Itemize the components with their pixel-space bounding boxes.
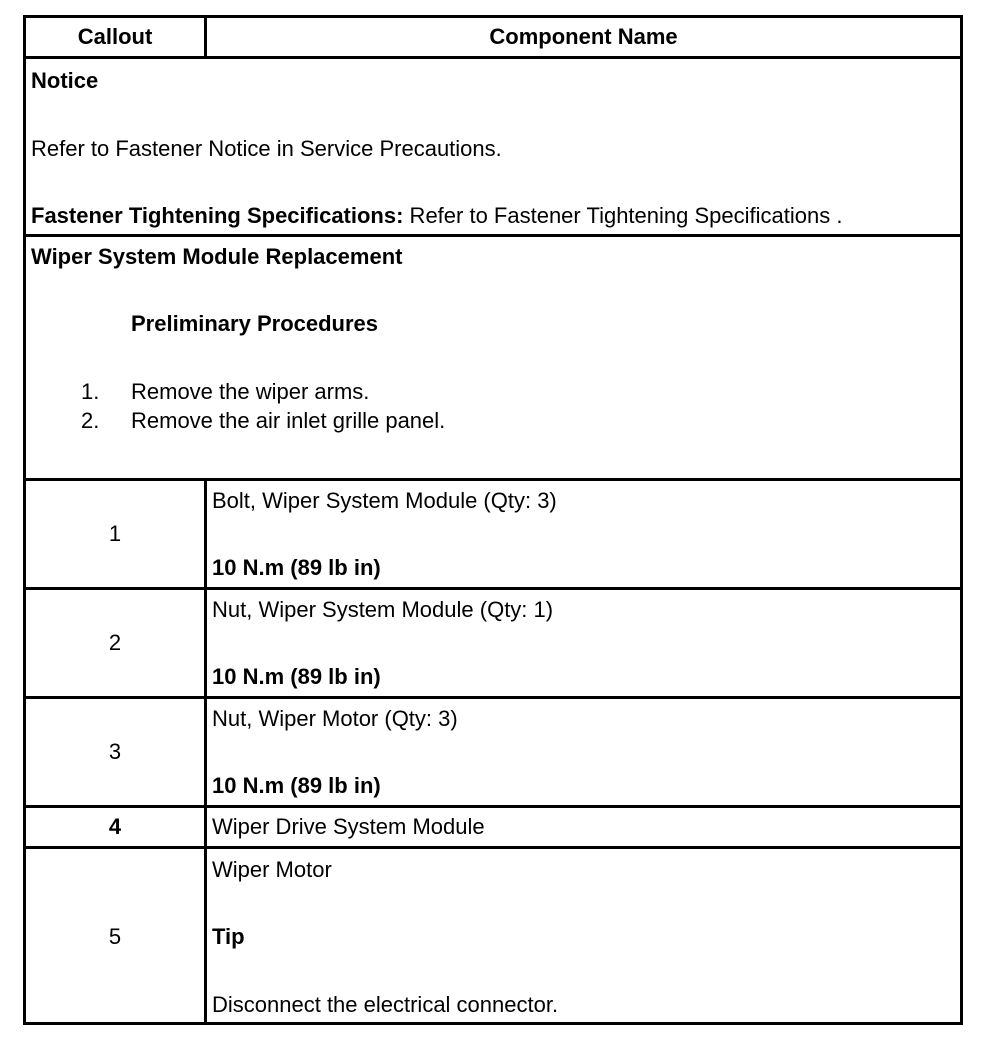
notice-title: Notice (31, 68, 99, 93)
component-column-header: Component Name (489, 24, 678, 49)
torque-spec: 10 N.m (89 lb in) (212, 773, 381, 798)
column-divider (204, 808, 207, 846)
fastener-spec-text: Refer to Fastener Tightening Specifications . (403, 203, 843, 228)
callout-number: 1 (108, 521, 122, 546)
step-text: Remove the wiper arms. (131, 379, 370, 404)
fastener-spec-label: Fastener Tightening Specifications: (31, 203, 404, 228)
component-name: Nut, Wiper Motor (Qty: 3) (212, 706, 458, 731)
component-table (23, 15, 963, 1025)
callout-number: 5 (108, 924, 122, 949)
component-name: Wiper Drive System Module (212, 814, 485, 839)
callout-column-header: Callout (77, 24, 153, 49)
table-row (23, 805, 963, 849)
procedure-subtitle: Preliminary Procedures (131, 311, 379, 336)
procedure-title: Wiper System Module Replacement (31, 244, 403, 269)
column-divider (204, 481, 207, 587)
callout-number: 4 (108, 814, 122, 839)
table-row (23, 587, 963, 699)
table-header-row (23, 15, 963, 59)
table-row (23, 478, 963, 590)
component-name: Wiper Motor (212, 857, 332, 882)
tip-text: Disconnect the electrical connector. (212, 992, 559, 1017)
step-text: Remove the air inlet grille panel. (131, 408, 446, 433)
component-name: Nut, Wiper System Module (Qty: 1) (212, 597, 554, 622)
torque-spec: 10 N.m (89 lb in) (212, 664, 381, 689)
step-number: 2. (81, 408, 100, 433)
notice-block (23, 56, 963, 237)
callout-number: 2 (108, 630, 122, 655)
column-divider (204, 590, 207, 696)
column-divider (204, 849, 207, 1022)
table-row (23, 846, 963, 1025)
column-divider (204, 699, 207, 805)
torque-spec: 10 N.m (89 lb in) (212, 555, 381, 580)
step-number: 1. (81, 379, 100, 404)
procedure-block (23, 234, 963, 481)
callout-number: 3 (108, 739, 122, 764)
tip-label: Tip (212, 924, 245, 949)
table-row (23, 696, 963, 808)
fastener-spec-line (31, 203, 842, 229)
component-name: Bolt, Wiper System Module (Qty: 3) (212, 488, 557, 513)
notice-text: Refer to Fastener Notice in Service Precautions. (31, 136, 502, 161)
